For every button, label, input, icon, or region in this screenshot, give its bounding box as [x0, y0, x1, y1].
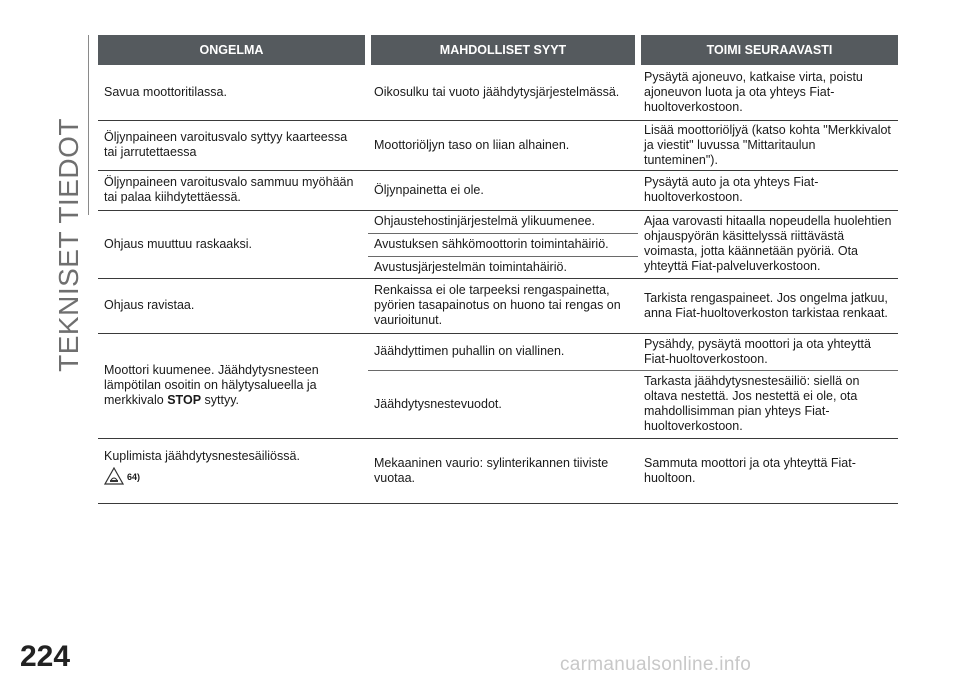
table-row [98, 278, 898, 333]
table-row [98, 333, 898, 370]
cause-cell: Jäähdytysnestevuodot. [368, 370, 638, 438]
header-actions: TOIMI SEURAAVASTI [638, 35, 898, 65]
action-cell: Pysäytä ajoneuvo, katkaise virta, poistu ajoneuvon luota ja ota yhteys Fiat-huoltoverkostoon. [638, 65, 898, 120]
header-problem: ONGELMA [98, 35, 368, 65]
cause-cell: Renkaissa ei ole tarpeeksi rengaspainetta, pyörien tasapainotus on huono tai rengas on vaurioitunut. [368, 278, 638, 333]
action-cell: Tarkasta jäähdytysnestesäiliö: siellä on oltava nestettä. Jos nestettä ei ole, ota mahdollisimman pian yhteys Fiat-huoltoverkostoon. [638, 370, 898, 438]
problem-cell: Ohjaus muuttuu raskaaksi. [98, 210, 368, 278]
cause-cell: Oikosulku tai vuoto jäähdytysjärjestelmässä. [368, 65, 638, 120]
cause-cell: Jäähdyttimen puhallin on viallinen. [368, 333, 638, 370]
header-causes: MAHDOLLISET SYYT [368, 35, 638, 65]
cause-cell: Avustusjärjestelmän toimintahäiriö. [368, 256, 638, 278]
table-header-row [98, 35, 898, 65]
problem-text: Kuplimista jäähdytysnestesäiliössä. [104, 448, 300, 463]
cause-cell: Moottoriöljyn taso on liian alhainen. [368, 120, 638, 170]
stop-label: STOP [167, 393, 202, 407]
problem-cell: Öljynpaineen varoitusvalo sammuu myöhään tai palaa kiihdytettäessä. [98, 170, 368, 210]
cause-cell: Mekaaninen vaurio: sylinterikannen tiiviste vuotaa. [368, 438, 638, 503]
problem-text: Moottori kuumenee. Jäähdytysnesteen lämpötilan osoitin on hälytysalueella ja merkkivalo [104, 363, 319, 407]
table-row [98, 120, 898, 170]
problem-cell: Öljynpaineen varoitusvalo syttyy kaarteessa tai jarrutettaessa [98, 120, 368, 170]
cause-cell: Avustuksen sähkömoottorin toimintahäiriö. [368, 233, 638, 256]
cause-cell: Ohjaustehostinjärjestelmä ylikuumenee. [368, 210, 638, 233]
side-rule [88, 35, 89, 215]
action-cell: Pysäytä auto ja ota yhteys Fiat-huoltoverkostoon. [638, 170, 898, 210]
table-row [98, 65, 898, 120]
problem-cell: Savua moottoritilassa. [98, 65, 368, 120]
action-cell: Tarkista rengaspaineet. Jos ongelma jatkuu, anna Fiat-huoltoverkoston tarkistaa renkaat. [638, 278, 898, 333]
action-cell: Ajaa varovasti hitaalla nopeudella huolehtien ohjauspyörän käsittelyssä riittävästä voimasta, jotta käännetään pyöriä. Ota yhteyttä Fiat-palveluverkostoon. [638, 210, 898, 278]
note-reference: 64) [127, 471, 141, 482]
troubleshooting-table [98, 35, 898, 504]
table-row [98, 438, 898, 503]
action-cell: Lisää moottoriöljyä (katso kohta "Merkkivalot ja viestit" luvussa "Mittaritaulun tunteminen"). [638, 120, 898, 170]
action-cell: Sammuta moottori ja ota yhteyttä Fiat-huoltoon. [638, 438, 898, 503]
table-row [98, 210, 898, 233]
page-number: 224 [20, 640, 71, 673]
watermark: carmanualsonline.info [560, 654, 752, 675]
problem-cell [98, 333, 368, 438]
problem-text-end: syttyy. [204, 393, 240, 407]
problem-cell [98, 438, 368, 503]
problem-cell: Ohjaus ravistaa. [98, 278, 368, 333]
warning-icon [104, 467, 124, 489]
action-cell: Pysähdy, pysäytä moottori ja ota yhteyttä Fiat-huoltoverkostoon. [638, 333, 898, 370]
table-row [98, 170, 898, 210]
cause-cell: Öljynpainetta ei ole. [368, 170, 638, 210]
